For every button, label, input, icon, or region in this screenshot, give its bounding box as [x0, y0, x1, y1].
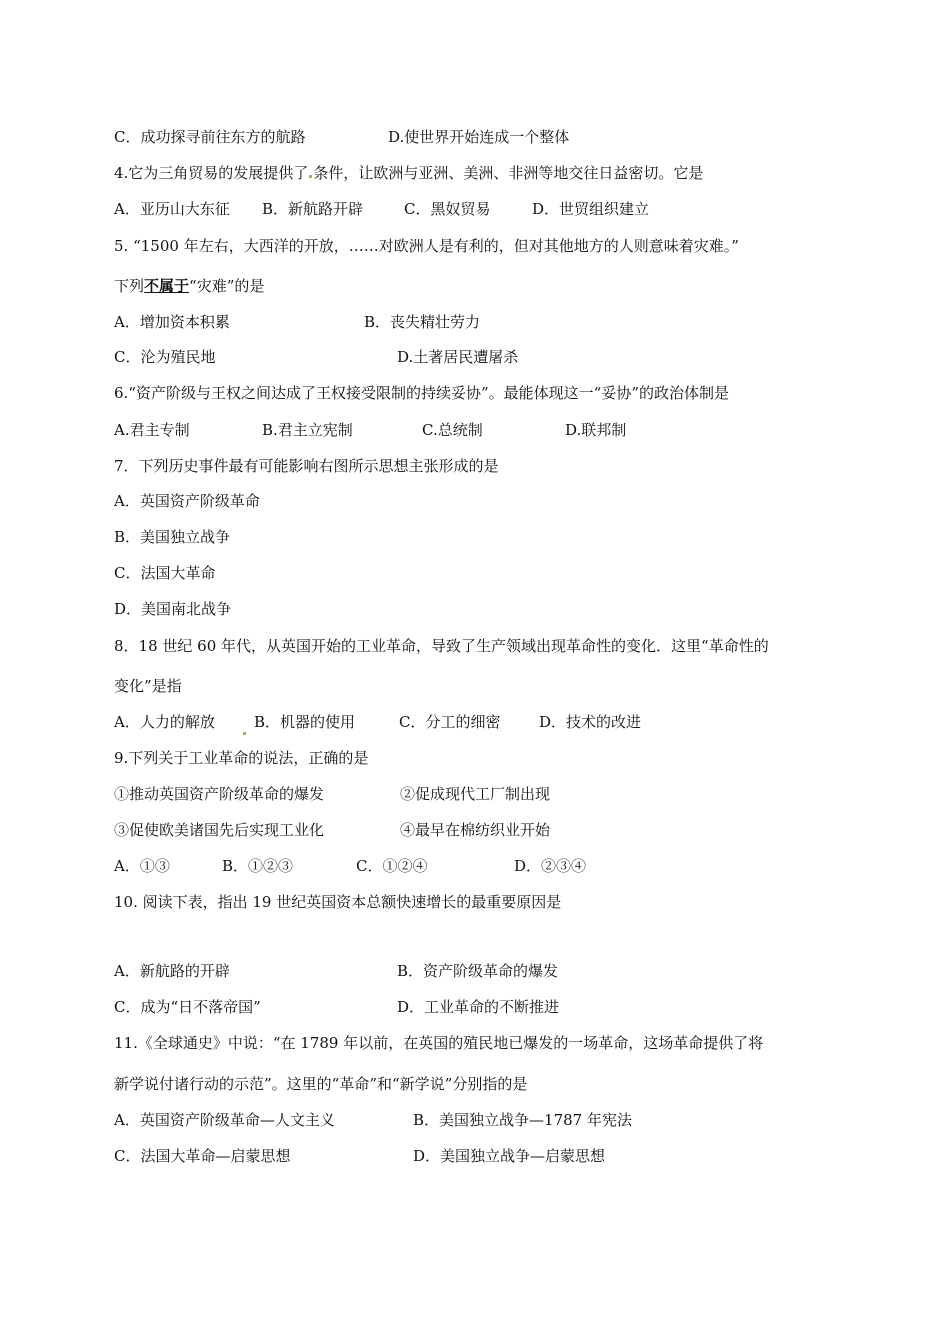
q8-option-c: C．分工的细密	[399, 713, 501, 731]
q10-option-d: D．工业革命的不断推进	[397, 998, 560, 1016]
q6-option-d: D.联邦制	[565, 421, 627, 439]
q7-option-b: B．美国独立战争	[114, 528, 231, 546]
q11-stem: 11.《全球通史》中说：“在 1789 年以前，在英国的殖民地已爆发的一场革命，这场革命提供了将	[114, 1034, 764, 1052]
q7-option-d: D．美国南北战争	[114, 600, 232, 618]
q9-item-4: ④最早在棉纺织业开始	[400, 821, 551, 839]
q9-item-3: ③促使欧美诸国先后实现工业化	[114, 821, 325, 839]
q9-option-d: D．②③④	[514, 857, 587, 875]
q10-option-c: C．成为“日不落帝国”	[114, 998, 261, 1016]
q8-option-a: A．人力的解放	[114, 713, 215, 731]
q4-option-a: A．亚历山大东征	[114, 200, 230, 218]
q8-option-d: D．技术的改进	[539, 713, 642, 731]
q9-option-b: B．①②③	[222, 857, 294, 875]
q5-stem2-part-b: “灾难”的是	[189, 277, 265, 295]
q11-option-d: D．美国独立战争—启蒙思想	[413, 1147, 606, 1165]
q8-stem-line2: 变化”是指	[114, 677, 182, 695]
q6-option-c: C.总统制	[422, 421, 483, 439]
q6-option-a: A.君主专制	[114, 421, 190, 439]
q6-option-b: B.君主立宪制	[262, 421, 353, 439]
q6-stem: 6.“资产阶级与王权之间达成了王权接受限制的持续妥协”。最能体现这一“妥协”的政治体制是	[114, 384, 729, 402]
q5-stem-part-a: 5. “1500 年左右，大西洋的开放，……对	[114, 237, 394, 255]
q11-option-c: C．法国大革命—启蒙思想	[114, 1147, 291, 1165]
q5-option-b: B．丧失精壮劳力	[364, 313, 481, 331]
q9-option-a: A．①③	[114, 857, 170, 875]
q9-item-1: ①推动英国资产阶级革命的爆发	[114, 785, 325, 803]
q4-stem-part-a: 4.它为三角贸易的发展提供了	[114, 164, 309, 182]
q5-option-a: A．增加资本积累	[114, 313, 230, 331]
stray-dot-mark	[309, 175, 312, 178]
q7-option-a: A．英国资产阶级革命	[114, 492, 260, 510]
q5-stem	[114, 236, 739, 258]
q4-stem-part-b: 条件，让欧洲与亚洲、美洲、非洲等地交往日益密切。它是	[313, 164, 704, 182]
q9-item-2: ②促成现代工厂制出现	[400, 785, 551, 803]
q5-emphasis-not-belong: 不属于	[144, 277, 190, 295]
q3-option-d: D.使世界开始连成一个整体	[388, 128, 570, 146]
q11-option-b: B．美国独立战争—1787 年宪法	[413, 1111, 632, 1129]
q5-option-d: D.土著居民遭屠杀	[397, 348, 519, 366]
q5-stem2-part-a: 下列	[114, 277, 145, 295]
q4-stem	[114, 163, 703, 185]
q4-option-b: B．新航路开辟	[262, 200, 364, 218]
q9-option-c: C．①②④	[356, 857, 428, 875]
q3-option-c: C．成功探寻前往东方的航路	[114, 128, 306, 146]
q10-option-a: A．新航路的开辟	[114, 962, 230, 980]
q5-stem-line2	[114, 276, 264, 298]
q11-stem-line2: 新学说付诸行动的示范”。这里的“革命”和“新学说”分别指的是	[114, 1075, 528, 1093]
q7-stem: 7．下列历史事件最有可能影响右图所示思想主张形成的是	[114, 457, 499, 475]
stray-dot-mark	[242, 720, 247, 740]
q8-option-b: B．机器的使用	[254, 713, 356, 731]
q7-option-c: C．法国大革命	[114, 564, 216, 582]
q4-option-c: C．黑奴贸易	[404, 200, 491, 218]
q10-stem: 10. 阅读下表，指出 19 世纪英国资本总额快速增长的最重要原因是	[114, 893, 562, 911]
q11-option-a: A．英国资产阶级革命—人文主义	[114, 1111, 335, 1129]
q10-option-b: B．资产阶级革命的爆发	[397, 962, 559, 980]
q8-stem: 8．18 世纪 60 年代，从英国开始的工业革命，导致了生产领域出现革命性的变化．这里“革命性的	[114, 637, 769, 655]
q4-option-d: D．世贸组织建立	[532, 200, 650, 218]
q5-stem-part-b: 欧洲人是有利的，但对其他地方的人则意味着灾难。”	[393, 237, 739, 255]
q9-stem: 9.下列关于工业革命的说法，正确的是	[114, 749, 369, 767]
q5-option-c: C．沦为殖民地	[114, 348, 216, 366]
